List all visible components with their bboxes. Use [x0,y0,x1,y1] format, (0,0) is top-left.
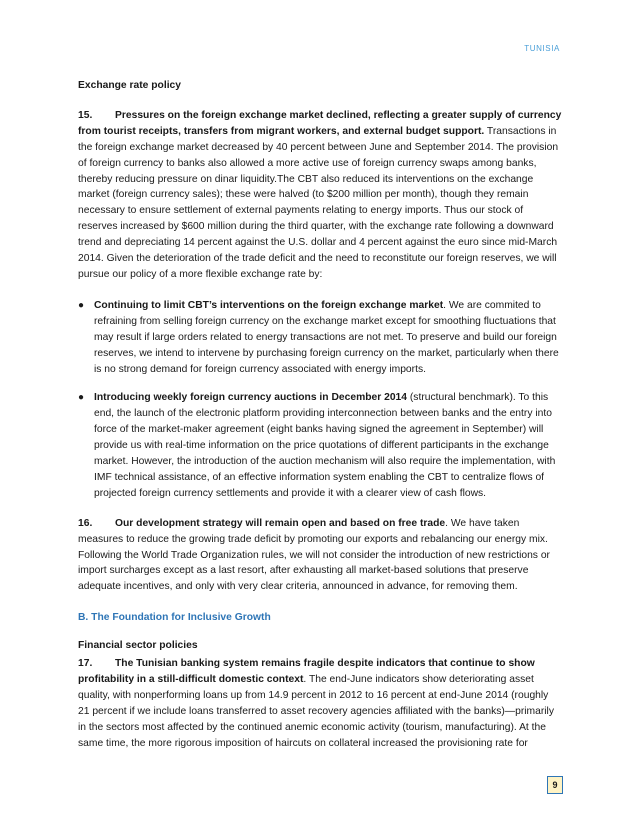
policy-bullet-list [78,298,562,502]
exchange-rate-heading: Exchange rate policy [78,80,182,91]
page-number: 9 [547,776,563,794]
paragraph-body: . We have taken measures to reduce the growing trade deficit by promoting our exports and rebalancing our energy mix. Following the World Trade Organization rules, we will not consider the introduction of new restrictions or import surcharges except as a last resort, after exhausting all market-based solutions that preserve adequate incentives, and only with very clear criteria, announced in advance, for removing them. [78,517,550,593]
bullet-lead: Continuing to limit CBT’s interventions on the foreign exchange market [94,299,444,311]
page-body [78,78,562,767]
list-item [78,390,562,501]
paragraph-body: . The end-June indicators show deteriorating asset quality, with nonperforming loans up from 14.9 percent in 2012 to 16 percent at end-June 2014 (roughly 21 percent if we include loans transferred to asset recovery agencies affiliated with the banks)—primarily in the sectors most affected by the continued anemic economic activity (tourism, manufacturing). At the same time, the more rigorous imposition of haircuts on collateral increased the provisioning rate for [78,674,554,749]
list-item [78,298,562,378]
paragraph-number: 16. [78,517,93,529]
financial-sector-heading: Financial sector policies [78,640,198,652]
paragraph-number: 15. [78,109,93,121]
paragraph-body: Transactions in the foreign exchange market decreased by 40 percent between June and September 2014. The provision of foreign currency to banks also allowed a more active use of foreign currency swaps among banks, thereby reducing pressure on dinar liquidity.The CBT also reduced its interventions on the exchange market (foreign currency sales); these were halved (to $200 million per month), though they remain necessary to ensure settlement of external payments relating to energy imports. Thus our stock of reserves increased by $600 million during the third quarter, with the exchange rate following a downward trend and depreciating 14 percent against the U.S. dollar and 4 percent against the euro since mid-March 2014. Given the deterioration of the trade deficit and the need to reconstitute our foreign reserves, we will pursue our policy of a more flexible exchange rate by: [78,125,559,280]
running-header: TUNISIA [524,44,560,53]
paragraph-number: 17. [78,658,93,670]
paragraph-17 [78,656,562,751]
bullet-lead: Introducing weekly foreign currency auctions in December 2014 [94,392,408,404]
bullet-dot-icon: ● [78,392,85,404]
bullet-body: (structural benchmark). To this end, the launch of the electronic platform providing interconnection between banks and the entry into force of the market-maker agreement (eight banks having signed the agreement in September) will provide us with real-time information on the price quotations of different participants in the exchange market. However, the introduction of the auction mechanism will also require the implementation, with IMF technical assistance, of an effective information system enabling the CBT to centralize flows of projected foreign currency settlements and provide it with a clearer view of cash flows. [94,392,556,499]
paragraph-lead: Pressures on the foreign exchange market declined, reflecting a greater supply of currency from tourist receipts, transfers from migrant workers, and external budget support [78,109,562,137]
paragraph-lead-end: . [481,125,485,137]
paragraph-lead: Our development strategy will remain open and based on free trade [115,517,446,529]
paragraph-lead: The Tunisian banking system remains fragile despite indicators that continue to show profitability in a still-difficult domestic context [78,658,535,685]
section-b-heading: B. The Foundation for Inclusive Growth [78,612,271,624]
paragraph-16 [78,516,562,596]
paragraph-15 [78,108,562,283]
bullet-body: . We are commited to refraining from selling foreign currency on the exchange market except for smoothing fluctuations that may result if large orders related to energy transactions are not met. To preserve and build our foreign reserves, we intend to intervene by purchasing foreign currency on the market, particularly when there is no strong demand for foreign currency associated with energy imports. [94,299,559,375]
bullet-dot-icon: ● [78,299,85,311]
